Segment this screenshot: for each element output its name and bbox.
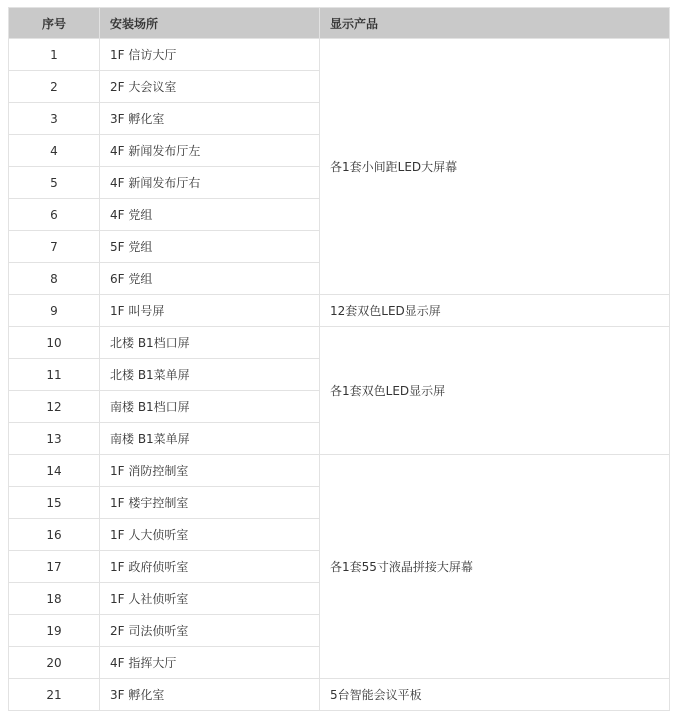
cell-serial-number: 13 [9,423,100,455]
table-container [8,7,669,711]
cell-install-location: 1F 叫号屏 [100,295,320,327]
cell-install-location: 1F 政府侦听室 [100,551,320,583]
cell-install-location: 1F 信访大厅 [100,39,320,71]
table-row [9,39,670,71]
table-row [9,455,670,487]
cell-serial-number: 6 [9,199,100,231]
cell-serial-number: 2 [9,71,100,103]
cell-install-location: 4F 新闻发布厅右 [100,167,320,199]
cell-display-product: 各1套55寸液晶拼接大屏幕 [320,455,670,679]
cell-install-location: 1F 人社侦听室 [100,583,320,615]
cell-serial-number: 18 [9,583,100,615]
header-install-location: 安装场所 [100,8,320,39]
cell-serial-number: 5 [9,167,100,199]
cell-display-product: 各1套双色LED显示屏 [320,327,670,455]
cell-install-location: 南楼 B1档口屏 [100,391,320,423]
cell-install-location: 1F 楼宇控制室 [100,487,320,519]
cell-serial-number: 10 [9,327,100,359]
cell-serial-number: 16 [9,519,100,551]
installation-table [8,7,670,711]
cell-display-product: 5台智能会议平板 [320,679,670,711]
cell-install-location: 4F 指挥大厅 [100,647,320,679]
cell-serial-number: 21 [9,679,100,711]
header-display-product: 显示产品 [320,8,670,39]
cell-serial-number: 17 [9,551,100,583]
cell-serial-number: 4 [9,135,100,167]
table-row [9,295,670,327]
table-row [9,679,670,711]
cell-serial-number: 7 [9,231,100,263]
cell-serial-number: 8 [9,263,100,295]
cell-install-location: 3F 孵化室 [100,679,320,711]
cell-serial-number: 20 [9,647,100,679]
cell-serial-number: 19 [9,615,100,647]
cell-install-location: 5F 党组 [100,231,320,263]
cell-serial-number: 15 [9,487,100,519]
table-row [9,327,670,359]
cell-install-location: 2F 大会议室 [100,71,320,103]
cell-install-location: 南楼 B1菜单屏 [100,423,320,455]
cell-serial-number: 12 [9,391,100,423]
cell-serial-number: 14 [9,455,100,487]
cell-serial-number: 11 [9,359,100,391]
cell-install-location: 3F 孵化室 [100,103,320,135]
cell-install-location: 北楼 B1档口屏 [100,327,320,359]
cell-install-location: 4F 党组 [100,199,320,231]
cell-serial-number: 9 [9,295,100,327]
cell-install-location: 4F 新闻发布厅左 [100,135,320,167]
header-serial-number: 序号 [9,8,100,39]
cell-serial-number: 3 [9,103,100,135]
cell-display-product: 各1套小间距LED大屏幕 [320,39,670,295]
table-header-row [9,8,670,39]
cell-install-location: 1F 消防控制室 [100,455,320,487]
cell-display-product: 12套双色LED显示屏 [320,295,670,327]
cell-serial-number: 1 [9,39,100,71]
cell-install-location: 1F 人大侦听室 [100,519,320,551]
cell-install-location: 6F 党组 [100,263,320,295]
cell-install-location: 北楼 B1菜单屏 [100,359,320,391]
cell-install-location: 2F 司法侦听室 [100,615,320,647]
